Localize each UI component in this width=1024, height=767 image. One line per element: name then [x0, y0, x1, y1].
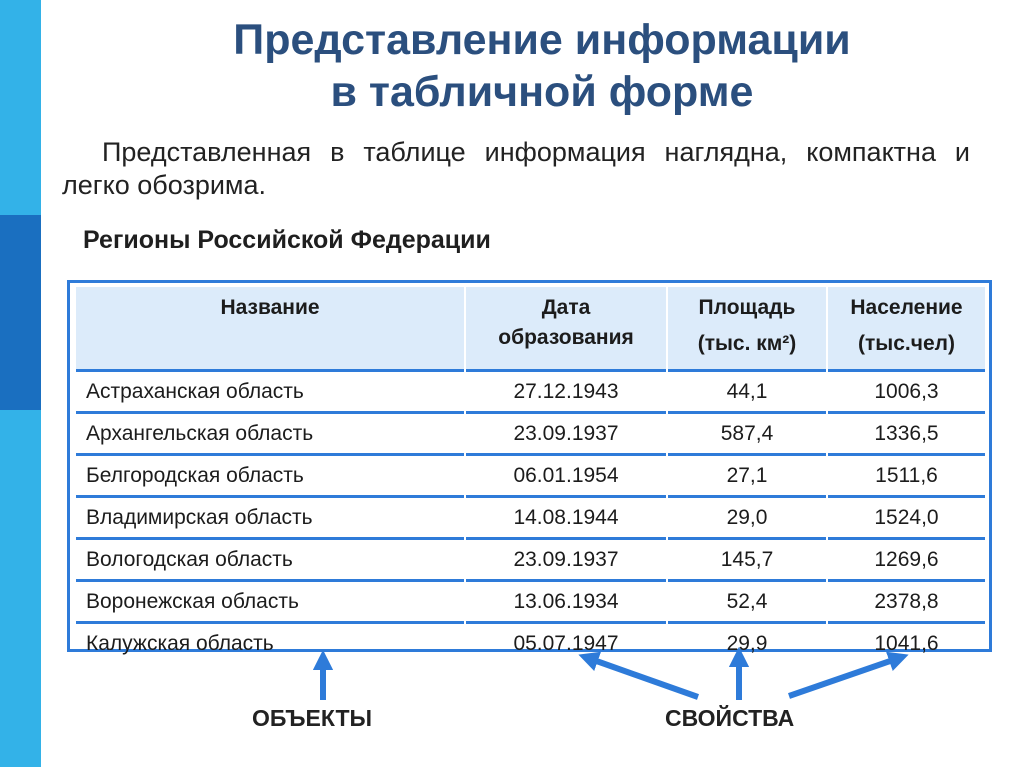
cell-name: Воронежская область — [76, 582, 464, 624]
title-line-2: в табличной форме — [330, 68, 754, 116]
title-line-1: Представление информации — [233, 16, 851, 64]
cell-area: 27,1 — [668, 456, 826, 498]
cell-population: 1511,6 — [828, 456, 985, 498]
cell-name: Владимирская область — [76, 498, 464, 540]
properties-arrow-date — [588, 658, 698, 697]
cell-name: Вологодская область — [76, 540, 464, 582]
cell-population: 1269,6 — [828, 540, 985, 582]
cell-name: Архангельская область — [76, 414, 464, 456]
header-name-label: Название — [220, 296, 320, 319]
table-title: Регионы Российской Федерации — [83, 226, 491, 254]
cell-area: 145,7 — [668, 540, 826, 582]
header-area-line-1: Площадь — [698, 296, 796, 319]
cell-date: 14.08.1944 — [466, 498, 666, 540]
header-date-line-1: Дата — [541, 296, 591, 319]
cell-area: 587,4 — [668, 414, 826, 456]
cell-name: Астраханская область — [76, 372, 464, 414]
cell-area: 44,1 — [668, 372, 826, 414]
properties-label: СВОЙСТВА — [665, 705, 795, 731]
cell-name: Белгородская область — [76, 456, 464, 498]
cell-population: 1041,6 — [874, 631, 939, 655]
header-date-line-2: образования — [498, 326, 634, 349]
cell-population: 2378,8 — [828, 582, 985, 624]
properties-arrow-population — [789, 658, 899, 696]
cell-date: 27.12.1943 — [466, 372, 666, 414]
header-area-line-2: (тыс. км²) — [697, 332, 797, 355]
header-population-line-2: (тыс.чел) — [858, 332, 955, 355]
cell-date: 23.09.1937 — [466, 540, 666, 582]
cell-population: 1006,3 — [828, 372, 985, 414]
cell-date: 05.07.1947 — [513, 631, 619, 655]
header-population-line-1: Население — [850, 296, 963, 319]
cell-population: 1524,0 — [828, 498, 985, 540]
objects-label: ОБЪЕКТЫ — [252, 705, 373, 731]
cell-population: 1336,5 — [828, 414, 985, 456]
cell-date: 23.09.1937 — [466, 414, 666, 456]
cell-name: Калужская область — [86, 631, 274, 655]
cell-date: 06.01.1954 — [466, 456, 666, 498]
cell-area: 29,9 — [726, 631, 768, 655]
cell-area: 52,4 — [668, 582, 826, 624]
cell-area: 29,0 — [668, 498, 826, 540]
intro-paragraph: Представленная в таблице информация наглядна, компактна и легко обозрима. — [62, 137, 970, 200]
cell-date: 13.06.1934 — [466, 582, 666, 624]
